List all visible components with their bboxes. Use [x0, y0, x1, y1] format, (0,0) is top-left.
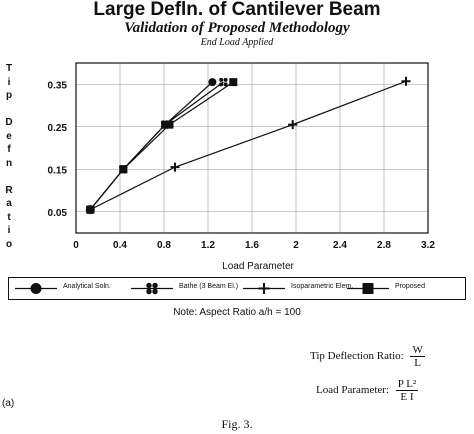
tip-deflection-fraction: [410, 344, 424, 369]
series-line: [90, 81, 406, 209]
load-parameter-denominator: E I: [400, 391, 414, 403]
chart-load-case: End Load Applied: [200, 37, 274, 48]
x-tick-label: 1.2: [201, 240, 215, 251]
aspect-ratio-note: Note: Aspect Ratio a/h = 100: [173, 307, 301, 318]
data-point: [171, 163, 180, 172]
x-tick-label: 0.4: [113, 240, 127, 251]
panel-label: (a): [2, 398, 15, 409]
data-point: [166, 121, 174, 129]
series-1: [86, 78, 216, 214]
load-parameter-formula: [316, 378, 418, 403]
y-tick-label: 0.35: [47, 80, 67, 92]
legend-label: Isoparametric Elem.: [291, 283, 354, 290]
chart-title: Large Defln. of Cantilever Beam: [93, 0, 381, 20]
data-point: [86, 206, 94, 214]
series-2: [86, 78, 228, 214]
legend-marker: [259, 283, 270, 294]
x-tick-label: 2.8: [377, 240, 391, 251]
y-axis-label: T i p D e f n R a t i o: [5, 63, 13, 250]
tip-deflection-label: Tip Deflection Ratio:: [310, 350, 404, 363]
series-line: [90, 82, 223, 210]
tip-deflection-denominator: L: [414, 357, 422, 369]
legend-swatch: [241, 278, 287, 299]
chart-legend: [8, 277, 466, 300]
x-tick-label: 2: [293, 240, 299, 251]
legend-marker: [31, 283, 42, 294]
chart-subtitle: Validation of Proposed Methodology: [124, 20, 350, 36]
data-point: [119, 165, 127, 173]
x-tick-label: 0.8: [157, 240, 171, 251]
series-line: [90, 82, 212, 210]
figure-caption: Fig. 3.: [221, 417, 253, 431]
data-point: [208, 78, 216, 86]
legend-marker: [363, 283, 374, 294]
x-tick-label: 2.4: [333, 240, 347, 251]
load-parameter-fraction: [396, 378, 418, 403]
data-point: [229, 78, 237, 86]
legend-label: Analytical Soln.: [63, 283, 111, 290]
y-tick-label: 0.25: [47, 122, 67, 134]
x-tick-label: 3.2: [421, 240, 435, 251]
series-line: [90, 82, 233, 210]
series-4: [86, 78, 237, 214]
legend-swatch: [345, 278, 391, 299]
legend-label: Proposed: [395, 283, 425, 290]
series-3: [86, 77, 411, 214]
x-tick-label: 0: [73, 240, 79, 251]
x-tick-label: 1.6: [245, 240, 259, 251]
grid-lines: [76, 63, 428, 233]
tip-deflection-formula: [310, 344, 425, 369]
tip-deflection-numerator: W: [412, 344, 423, 356]
x-axis-label: Load Parameter: [222, 261, 294, 272]
legend-swatch: [13, 278, 59, 299]
y-tick-label: 0.15: [47, 165, 67, 177]
legend-label: Bathe (3 Beam El.): [179, 283, 239, 290]
load-parameter-numerator: P L²: [397, 378, 417, 390]
y-tick-label: 0.05: [47, 207, 67, 219]
load-parameter-label: Load Parameter:: [316, 384, 389, 397]
legend-swatch: [129, 278, 175, 299]
